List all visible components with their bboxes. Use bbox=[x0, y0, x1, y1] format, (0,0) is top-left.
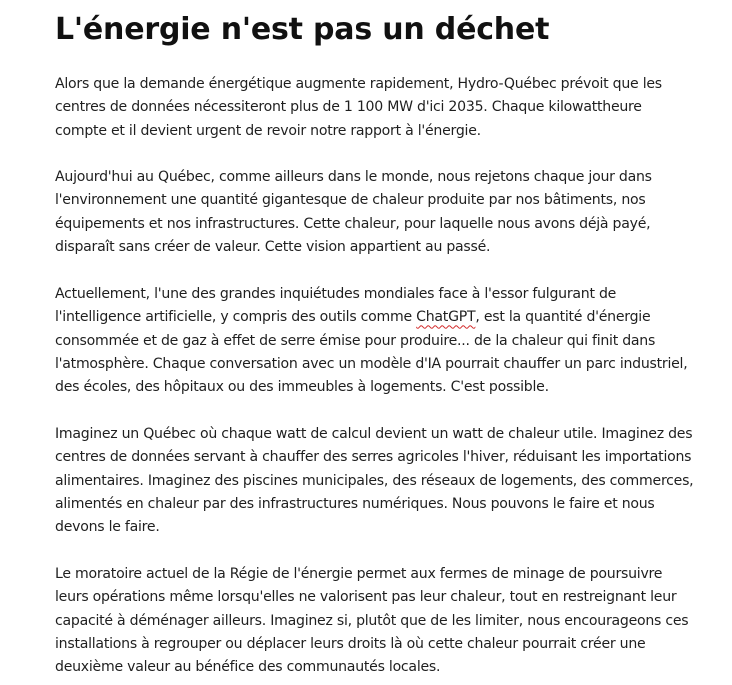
paragraph-2: Aujourd'hui au Québec, comme ailleurs dans le monde, nous rejetons chaque jour dans l'environnement une quantité gigantesque de chaleur produite par nos bâtiments, nos équipements et nos infrastructures. Cette chaleur, pour laquelle nous avons déjà payé, disparaît sans créer de valeur. Cette vision appartient au passé. bbox=[55, 169, 652, 255]
paragraph-4: Imaginez un Québec où chaque watt de calcul devient un watt de chaleur utile. Imaginez des centres de données servant à chauffer des serres agricoles l'hiver, réduisant les importations alimentaires. Imaginez des piscines municipales, des réseaux de logements, des commerces, alimentés en chaleur par des infrastructures numériques. Nous pouvons le faire et nous devons le faire. bbox=[55, 426, 694, 536]
paragraph-3-text-end: , est la quantité d'énergie consommée et de gaz à effet de serre émise pour produire... de la chaleur qui finit dans l'atmosphère. Chaque conversation avec un modèle d'IA pourrait chauffer un parc industriel, des écoles, des hôpitaux ou des immeubles à logements. C'est possible. bbox=[55, 309, 688, 396]
article-title: L'énergie n'est pas un déchet bbox=[55, 12, 550, 47]
document-body bbox=[55, 0, 695, 676]
paragraph-3 bbox=[55, 283, 695, 399]
paragraph-3-text-start: Actuellement, l'une des grandes inquiétudes mondiales face à l'essor fulgurant de l'intelligence artificielle, y compris des outils comme bbox=[55, 286, 617, 326]
spellcheck-flagged-word[interactable]: ChatGPT bbox=[416, 309, 476, 326]
paragraph-5: Le moratoire actuel de la Régie de l'énergie permet aux fermes de minage de poursuivre leurs opérations même lorsqu'elles ne valorisent pas leur chaleur, tout en restreignant leur capacité à déménager ailleurs. Imaginez si, plutôt que de les limiter, nous encourageons ces installations à regrouper ou déplacer leurs droits là où cette chaleur pourrait créer une deuxième valeur au bénéfice des communautés locales. bbox=[55, 566, 689, 676]
paragraph-1: Alors que la demande énergétique augmente rapidement, Hydro-Québec prévoit que les centres de données nécessiteront plus de 1 100 MW d'ici 2035. Chaque kilowattheure compte et il devient urgent de revoir notre rapport à l'énergie. bbox=[55, 76, 662, 139]
